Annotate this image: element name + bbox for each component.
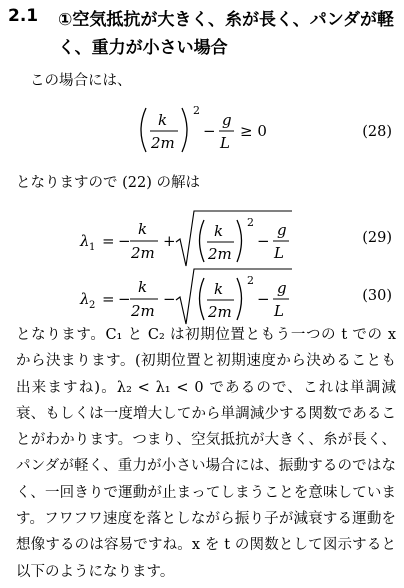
svg-text:1: 1 xyxy=(89,242,96,253)
svg-text:−: − xyxy=(203,122,216,140)
svg-text:λ: λ xyxy=(80,290,90,308)
svg-text:2m: 2m xyxy=(208,303,232,321)
equation-29 xyxy=(0,208,404,270)
intro-text: この場合には、 xyxy=(30,73,132,89)
svg-text:λ: λ xyxy=(80,232,90,250)
svg-text:≥ 0: ≥ 0 xyxy=(240,122,267,140)
svg-text:g: g xyxy=(277,279,287,297)
svg-text:L: L xyxy=(274,302,284,320)
svg-text:2m: 2m xyxy=(151,134,175,152)
svg-text:2: 2 xyxy=(193,104,200,117)
body-paragraph: となります。C₁ と C₂ は初期位置ともう一つの t での x から決まります。(初期位置と初期速度から決めることも出来ますね)。λ₂ < λ₁ < 0 であるので、これは単調減衰、もしくは一度増大してから単調減少する関数であることがわかります。つまり、空気抵抗が大きく、糸が長く、パンダが軽く、重力が小さい場合には、振動するのではなく、一回きりで運動が止まってしまうことを意味しています。フワフワ速度を落としながら振り子が減衰する運動を想像するのは容易ですね。x を t の関数として図示すると以下のようになります。 xyxy=(16,327,396,580)
svg-text:k: k xyxy=(138,278,148,296)
svg-text:=: = xyxy=(102,290,115,308)
svg-text:2: 2 xyxy=(247,216,254,229)
svg-text:=: = xyxy=(102,232,115,250)
svg-text:−: − xyxy=(118,232,131,250)
equation-30 xyxy=(0,266,404,328)
svg-text:L: L xyxy=(220,134,230,152)
svg-text:2: 2 xyxy=(89,300,96,311)
svg-text:−: − xyxy=(118,290,131,308)
svg-text:2: 2 xyxy=(247,274,254,287)
section-title: ①空気抵抗が大きく、糸が長く、パンダが軽く、重力が小さい場合 xyxy=(58,10,395,58)
equation-28 xyxy=(0,100,404,160)
svg-text:g: g xyxy=(222,111,232,129)
svg-text:2m: 2m xyxy=(208,245,232,263)
svg-text:−: − xyxy=(257,232,270,250)
svg-text:−: − xyxy=(163,290,176,308)
svg-text:+: + xyxy=(163,232,176,250)
svg-text:L: L xyxy=(274,244,284,262)
equation-30-number: (30) xyxy=(362,288,392,304)
svg-text:−: − xyxy=(257,290,270,308)
equation-29-number: (29) xyxy=(362,230,392,246)
middle-text: となりますので (22) の解は xyxy=(16,175,200,191)
svg-text:k: k xyxy=(138,220,148,238)
svg-text:g: g xyxy=(277,221,287,239)
section-number: 2.1 xyxy=(8,6,39,26)
svg-text:k: k xyxy=(158,111,168,129)
svg-text:2m: 2m xyxy=(131,244,155,262)
equation-28-number: (28) xyxy=(362,124,392,140)
svg-text:k: k xyxy=(214,280,224,298)
svg-text:k: k xyxy=(214,222,224,240)
svg-text:2m: 2m xyxy=(131,302,155,320)
